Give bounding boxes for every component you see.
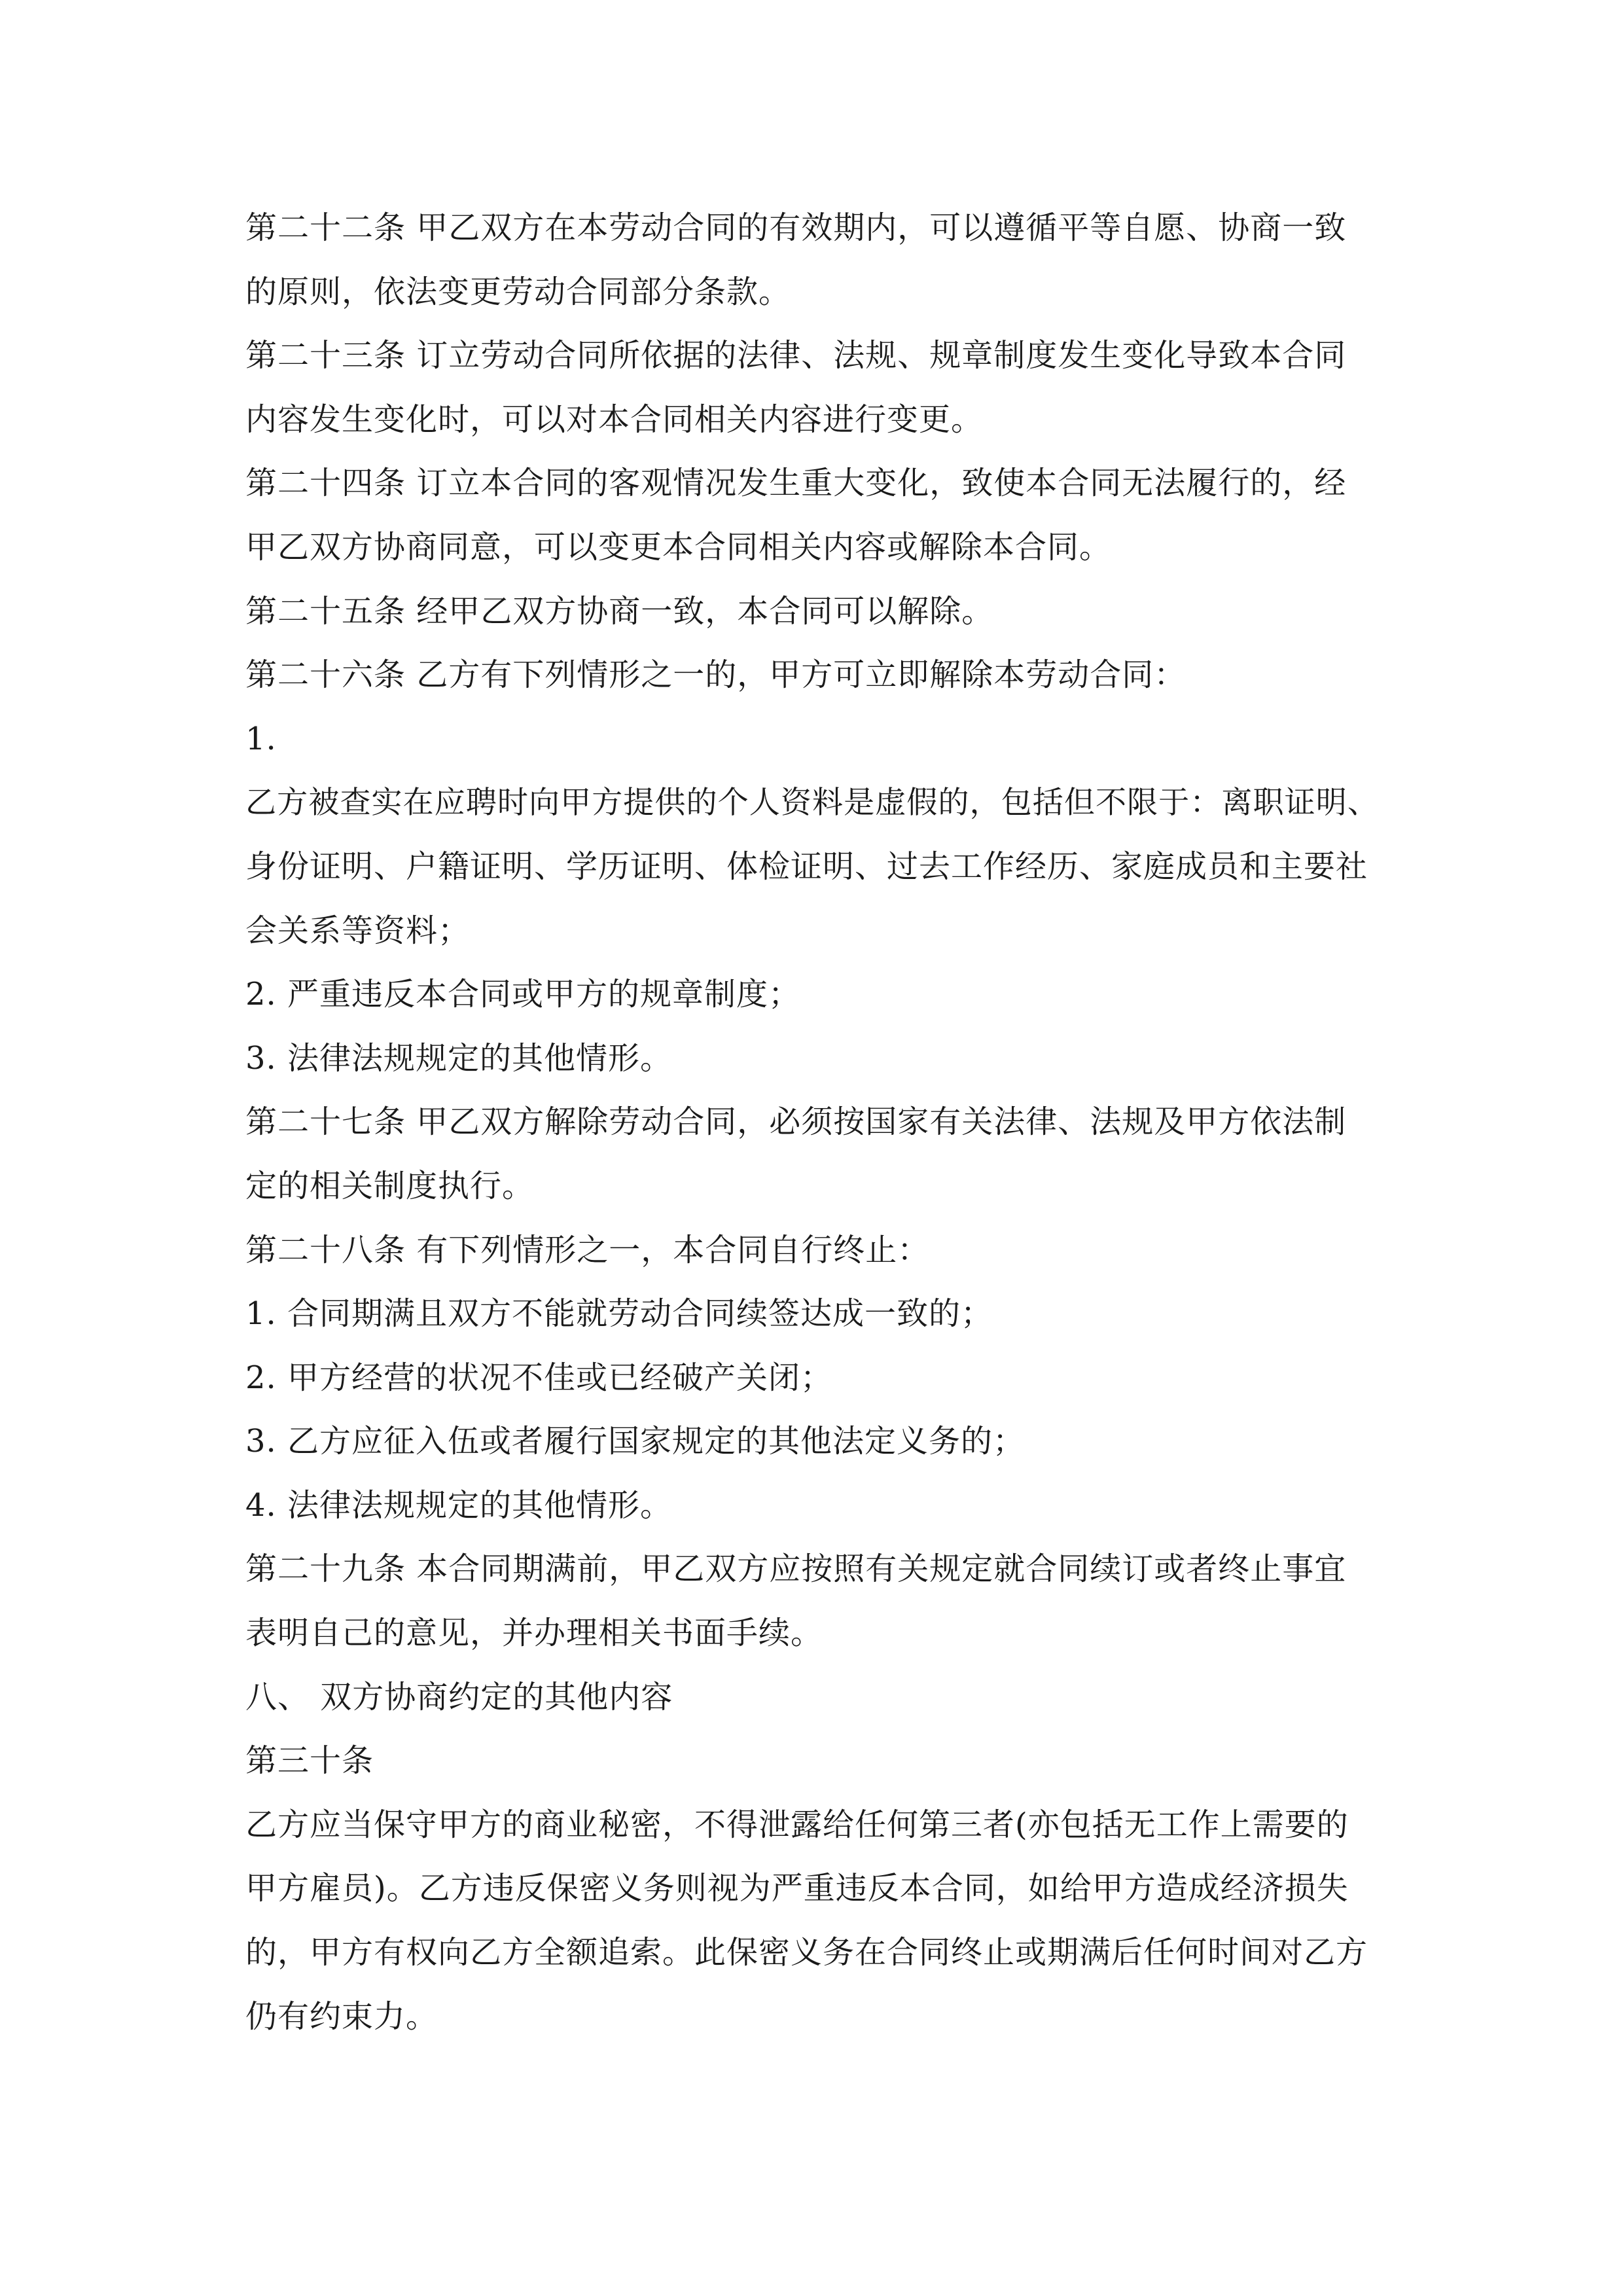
text-line: 仍有约束力。 [245, 1998, 438, 2035]
text-line: 甲方雇员)。乙方违反保密义务则视为严重违反本合同，如给甲方造成经济损失 [245, 1870, 1349, 1907]
text-line: 表明自己的意见，并办理相关书面手续。 [245, 1615, 823, 1652]
text-line: 乙方应当保守甲方的商业秘密，不得泄露给任何第三者(亦包括无工作上需要的 [245, 1806, 1349, 1843]
text-line: 4. 法律法规规定的其他情形。 [245, 1486, 673, 1524]
text-line: 第二十九条 本合同期满前，甲乙双方应按照有关规定就合同续订或者终止事宜 [245, 1551, 1347, 1588]
text-line: 第二十六条 乙方有下列情形之一的，甲方可立即解除本劳动合同： [245, 656, 1186, 694]
text-line: 2. 严重违反本合同或甲方的规章制度； [245, 976, 801, 1013]
text-line: 第二十八条 有下列情形之一，本合同自行终止： [245, 1231, 930, 1268]
text-line: 身份证明、户籍证明、学历证明、体检证明、过去工作经历、家庭成员和主要社 [245, 848, 1368, 885]
text-line: 2. 甲方经营的状况不佳或已经破产关闭； [245, 1359, 833, 1396]
text-line: 1. 合同期满且双方不能就劳动合同续签达成一致的； [245, 1295, 993, 1333]
text-line: 会关系等资料； [245, 912, 471, 949]
text-line: 第二十三条 订立劳动合同所依据的法律、法规、规章制度发生变化导致本合同 [245, 337, 1347, 374]
text-line: 第二十二条 甲乙双方在本劳动合同的有效期内，可以遵循平等自愿、协商一致 [245, 209, 1347, 246]
text-line: 3. 乙方应征入伍或者履行国家规定的其他法定义务的； [245, 1423, 1026, 1460]
text-line: 第二十七条 甲乙双方解除劳动合同，必须按国家有关法律、法规及甲方依法制 [245, 1103, 1347, 1141]
text-line: 甲乙双方协商同意，可以变更本合同相关内容或解除本合同。 [245, 528, 1112, 565]
text-line: 乙方被查实在应聘时向甲方提供的个人资料是虚假的，包括但不限于：离职证明、 [245, 785, 1379, 821]
text-line: 1. [245, 720, 277, 757]
text-line: 第二十五条 经甲乙双方协商一致，本合同可以解除。 [245, 592, 994, 630]
text-line: 第三十条 [245, 1742, 374, 1780]
text-line: 定的相关制度执行。 [245, 1167, 535, 1204]
text-line: 的，甲方有权向乙方全额追索。此保密义务在合同终止或期满后任何时间对乙方 [245, 1934, 1368, 1971]
section-heading: 八、 双方协商约定的其他内容 [245, 1678, 673, 1715]
contract-body-text [245, 196, 1384, 2049]
text-line: 内容发生变化时，可以对本合同相关内容进行变更。 [245, 401, 984, 438]
text-line: 3. 法律法规规定的其他情形。 [245, 1039, 673, 1077]
text-line: 的原则，依法变更劳动合同部分条款。 [245, 273, 791, 310]
text-line: 第二十四条 订立本合同的客观情况发生重大变化，致使本合同无法履行的，经 [245, 465, 1347, 502]
